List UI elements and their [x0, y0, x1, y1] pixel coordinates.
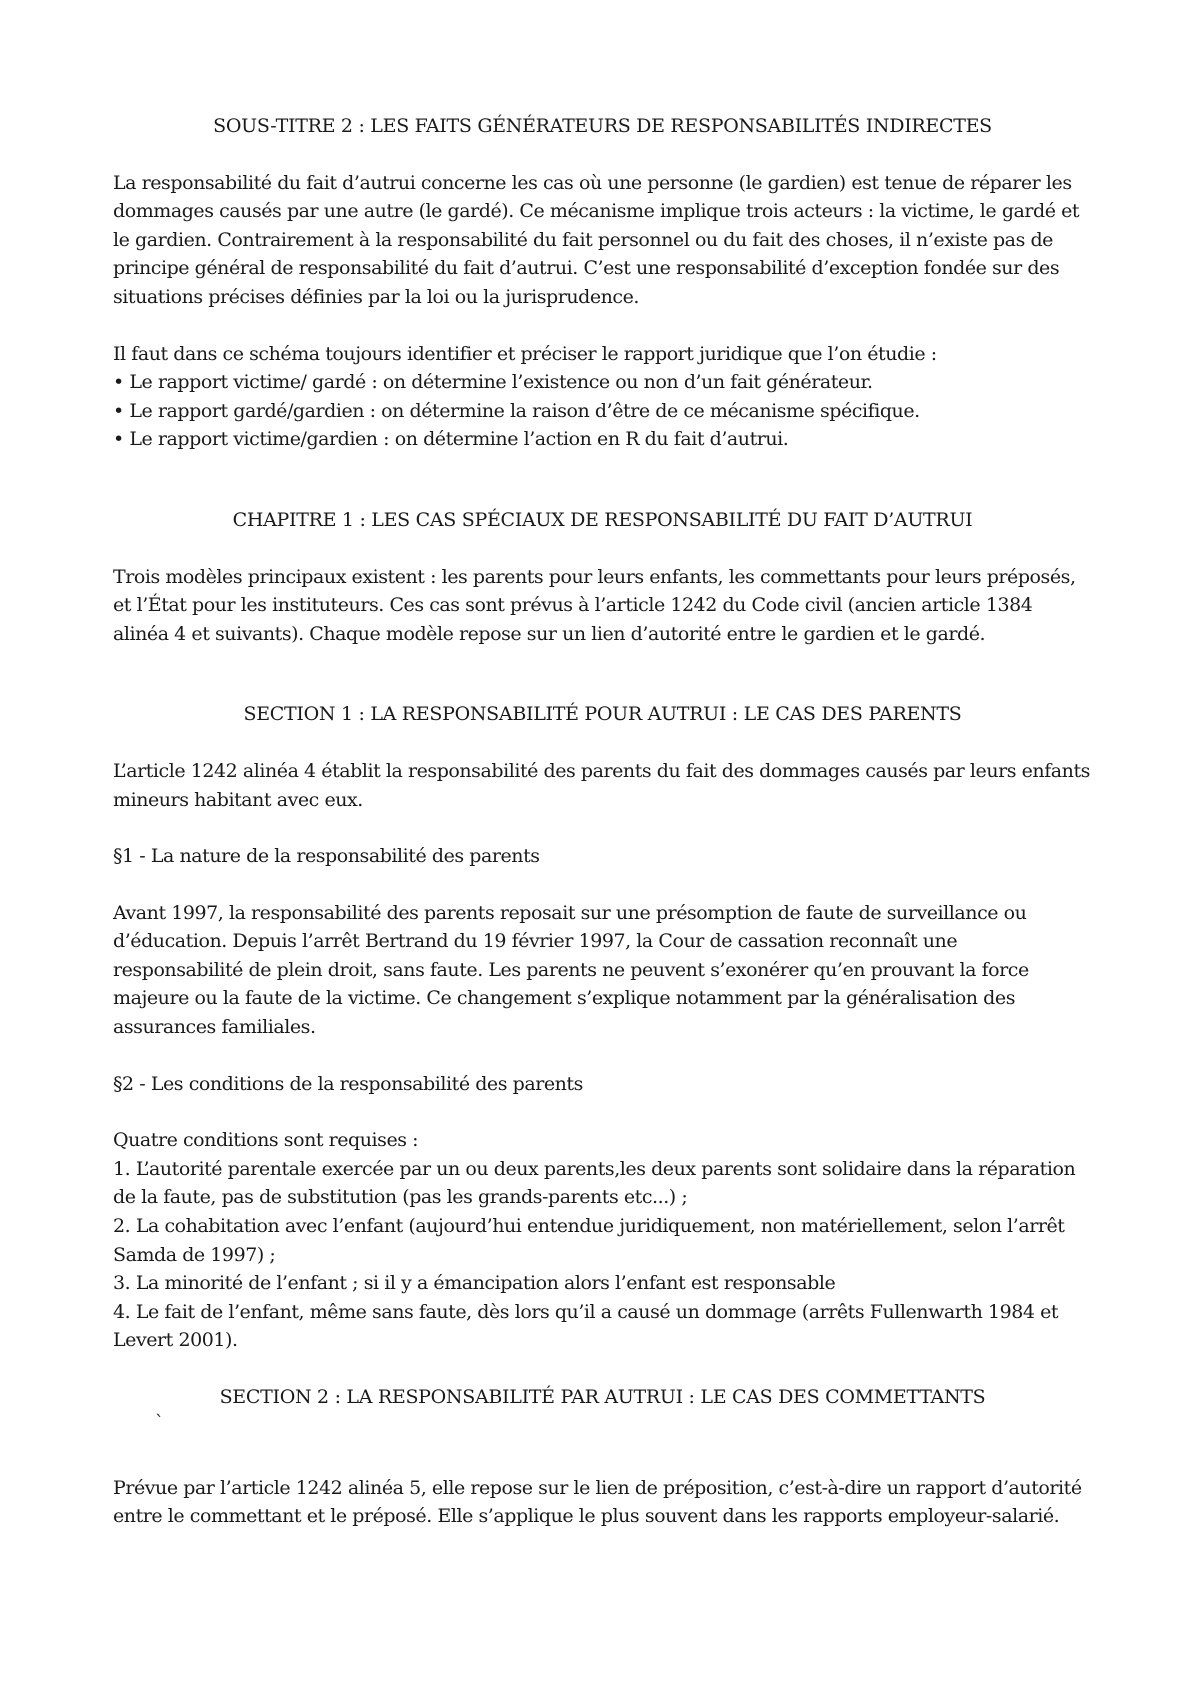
section-2-heading: SECTION 2 : LA RESPONSABILITÉ PAR AUTRUI : LE CAS DES COMMETTANTS — [219, 1386, 986, 1408]
stray-mark: ` — [155, 1411, 164, 1433]
para-2-title: §2 - Les conditions de la responsabilité des parents — [113, 1072, 583, 1095]
schema-list — [113, 368, 1092, 454]
schema-intro: Il faut dans ce schéma toujours identifier et préciser le rapport juridique que l’on étudie : — [113, 342, 937, 365]
para-1-title: §1 - La nature de la responsabilité des parents — [113, 845, 540, 868]
list-item: • Le rapport gardé/gardien : on détermine la raison d’être de ce mécanisme spécifique. — [113, 399, 920, 422]
section-1-heading: SECTION 1 : LA RESPONSABILITÉ POUR AUTRUI : LE CAS DES PARENTS — [243, 703, 962, 726]
sous-titre-heading: SOUS-TITRE 2 : LES FAITS GÉNÉRATEURS DE RESPONSABILITÉS INDIRECTES — [213, 115, 992, 137]
conditions-intro: Quatre conditions sont requises : — [113, 1129, 419, 1152]
chapitre-1-paragraph: Trois modèles principaux existent : les parents pour leurs enfants, les commettants pour leurs préposés, et l’État pour les instituteurs. Ces cas sont prévus à l’article 1242 du Code civil (ancien article 1384 alinéa 4 et suivants). Chaque modèle repose sur un lien d’autorité entre le gardien et le gardé. — [113, 565, 1076, 645]
list-item: 1. L’autorité parentale exercée par un ou deux parents,les deux parents sont solidaire dans la réparation de la faute, pas de substitution (pas les grands-parents etc...) ; — [113, 1157, 1076, 1209]
list-item: 4. Le fait de l’enfant, même sans faute, dès lors qu’il a causé un dommage (arrêts Fullenwarth 1984 et Levert 2001). — [113, 1300, 1059, 1352]
list-item: • Le rapport victime/gardien : on détermine l’action en R du fait d’autrui. — [113, 428, 789, 451]
list-item: • Le rapport victime/ gardé : on détermine l’existence ou non d’un fait générateur. — [113, 371, 873, 394]
section-1-paragraph: L’article 1242 alinéa 4 établit la responsabilité des parents du fait des dommages causés par leurs enfants mineurs habitant avec eux. — [113, 759, 1090, 811]
list-item: 2. La cohabitation avec l’enfant (aujourd’hui entendue juridiquement, non matériellement, selon l’arrêt Samda de 1997) ; — [113, 1215, 1065, 1266]
conditions-list — [113, 1155, 1092, 1355]
list-item: 3. La minorité de l’enfant ; si il y a émancipation alors l’enfant est responsable — [113, 1272, 836, 1295]
intro-paragraph: La responsabilité du fait d’autrui concerne les cas où une personne (le gardien) est tenue de réparer les dommages causés par une autre (le gardé). Ce mécanisme implique trois acteurs : la victime, le gardé et le gardien. Contrairement à la responsabilité du fait personnel ou du fait des choses, il n’existe pas de principe général de responsabilité du fait d’autrui. C’est une responsabilité d’exception fondée sur des situations précises définies par la loi ou la jurisprudence. — [113, 171, 1080, 308]
para-1-paragraph: Avant 1997, la responsabilité des parents reposait sur une présomption de faute de surveillance ou d’éducation. Depuis l’arrêt Bertrand du 19 février 1997, la Cour de cassation reconnaît une responsabilité de plein droit, sans faute. Les parents ne peuvent s’exonérer qu’en prouvant la force majeure ou la faute de la victime. Ce changement s’explique notamment par la généralisation des assurances familiales. — [113, 901, 1029, 1039]
section-2-paragraph: Prévue par l’article 1242 alinéa 5, elle repose sur le lien de préposition, c’est-à-dire un rapport d’autorité entre le commettant et le préposé. Elle s’applique le plus souvent dans les rapports employeur-salarié. — [113, 1476, 1082, 1528]
chapitre-1-heading: CHAPITRE 1 : LES CAS SPÉCIAUX DE RESPONSABILITÉ DU FAIT D’AUTRUI — [232, 508, 973, 531]
